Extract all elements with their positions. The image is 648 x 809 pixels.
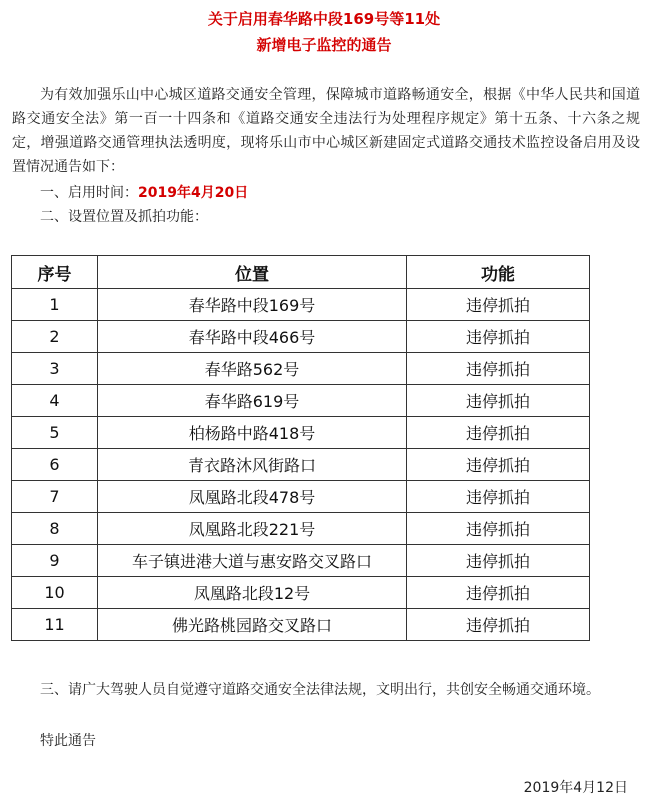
- location-cell: 春华路中段466号: [98, 321, 407, 353]
- special-notice-text: 特此通告: [40, 733, 96, 749]
- serial-number-cell: 2: [12, 321, 98, 353]
- serial-number-cell: 7: [12, 481, 98, 513]
- table-row: [12, 449, 590, 481]
- serial-number-cell: 5: [12, 417, 98, 449]
- table-row: [12, 321, 590, 353]
- location-cell: 佛光路桃园路交叉路口: [98, 609, 407, 641]
- table-row: [12, 609, 590, 641]
- intro-paragraph: 为有效加强乐山中心城区道路交通安全管理，保障城市道路畅通安全，根据《中华人民共和国道路交通安全法》第一百一十四条和《道路交通安全违法行为处理程序规定》第十五条、十六条之规定，增强道路交通管理执法透明度，现将乐山市中心城区新建固定式道路交通技术监控设备启用及设置情况通告如下：: [12, 87, 640, 175]
- header-function: 功能: [407, 256, 590, 289]
- notice-title-line-1: 关于启用春华路中段169号等11处: [207, 10, 441, 28]
- location-cell: 车子镇进港大道与惠安路交叉路口: [98, 545, 407, 577]
- function-cell: 违停抓拍: [407, 481, 590, 513]
- location-cell: 柏杨路中路418号: [98, 417, 407, 449]
- location-cell: 凤凰路北段478号: [98, 481, 407, 513]
- serial-number-cell: 8: [12, 513, 98, 545]
- activation-date: 2019年4月20日: [138, 185, 249, 201]
- monitoring-locations-table: [11, 255, 590, 641]
- function-cell: 违停抓拍: [407, 513, 590, 545]
- function-cell: 违停抓拍: [407, 289, 590, 321]
- function-cell: 违停抓拍: [407, 577, 590, 609]
- table-row: [12, 417, 590, 449]
- function-cell: 违停抓拍: [407, 609, 590, 641]
- table-row: [12, 513, 590, 545]
- table-row: [12, 385, 590, 417]
- function-cell: 违停抓拍: [407, 321, 590, 353]
- table-row: [12, 577, 590, 609]
- function-cell: 违停抓拍: [407, 385, 590, 417]
- issue-date: 2019年4月12日: [523, 780, 628, 796]
- activation-time-label: 一、启用时间：: [40, 185, 138, 201]
- header-serial-number: 序号: [12, 256, 98, 289]
- function-cell: 违停抓拍: [407, 417, 590, 449]
- table-row: [12, 481, 590, 513]
- function-cell: 违停抓拍: [407, 545, 590, 577]
- function-cell: 违停抓拍: [407, 353, 590, 385]
- location-section-heading: 二、设置位置及抓拍功能：: [40, 209, 208, 225]
- table-row: [12, 545, 590, 577]
- location-cell: 春华路619号: [98, 385, 407, 417]
- function-cell: 违停抓拍: [407, 449, 590, 481]
- closing-paragraph: 三、请广大驾驶人员自觉遵守道路交通安全法律法规，文明出行，共创安全畅通交通环境。: [40, 682, 600, 698]
- serial-number-cell: 6: [12, 449, 98, 481]
- table-row: [12, 353, 590, 385]
- serial-number-cell: 11: [12, 609, 98, 641]
- location-cell: 春华路562号: [98, 353, 407, 385]
- serial-number-cell: 3: [12, 353, 98, 385]
- location-cell: 凤凰路北段221号: [98, 513, 407, 545]
- notice-title-line-2: 新增电子监控的通告: [256, 36, 392, 54]
- activation-time-line: [40, 181, 248, 205]
- table-header-row: [12, 256, 590, 289]
- location-cell: 凤凰路北段12号: [98, 577, 407, 609]
- table-row: [12, 289, 590, 321]
- location-cell: 青衣路沐风街路口: [98, 449, 407, 481]
- serial-number-cell: 10: [12, 577, 98, 609]
- serial-number-cell: 1: [12, 289, 98, 321]
- serial-number-cell: 9: [12, 545, 98, 577]
- header-location: 位置: [98, 256, 407, 289]
- serial-number-cell: 4: [12, 385, 98, 417]
- location-cell: 春华路中段169号: [98, 289, 407, 321]
